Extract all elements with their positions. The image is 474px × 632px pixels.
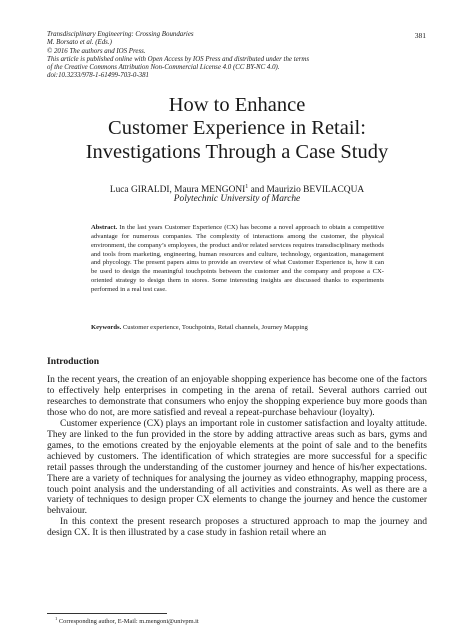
author-footnote-mark: 1 — [245, 184, 249, 190]
paper-title — [40, 94, 434, 164]
abstract-text: In the last years Customer Experience (CX) has become a novel approach to obtain a competitive advantage for numerous companies. The complexity of interactions among the customer, the physical environment, the company’s employees, the product and/or related services requires transdisciplinary methods and tools from marketing, engineering, human resources and culture, technology, organization, management and phycology. The present papers aims to provide an overview of what Customer Experience is, how it can be used to design the meaningful touchpoints between the customer and the company and propose a CX-oriented strategy to design them in stores. Some interesting insights are discussed thanks to experiments performed in a real test case. — [91, 224, 384, 293]
keywords-label: Keywords. — [91, 324, 122, 331]
footnote-rule — [47, 613, 167, 614]
footnote — [55, 616, 199, 625]
keywords — [91, 324, 384, 333]
running-head — [47, 31, 407, 81]
running-head-editors: M. Borsato et al. (Eds.) — [47, 39, 112, 47]
footnote-mark: 1 — [55, 616, 58, 621]
keywords-text: Customer experience, Touchpoints, Retail channels, Journey Mapping — [122, 324, 308, 331]
authors-first: Luca GIRALDI, Maura MENGONI — [109, 185, 246, 196]
running-head-license-2: of the Creative Commons Attribution Non-Commercial License 4.0 (CC BY-NC 4.0). — [47, 64, 280, 72]
title-line-2: Customer Experience in Retail: — [108, 117, 366, 140]
abstract-label: Abstract. — [91, 224, 118, 231]
paragraph-3: In this context the present research proposes a structured approach to map the journey and design CX. It is then illustrated by a case study in fashion retail where an — [47, 516, 427, 539]
page-number: 381 — [414, 31, 426, 40]
affiliation: Polytechnic University of Marche — [173, 194, 301, 204]
running-head-journal: Transdisciplinary Engineering: Crossing Boundaries — [47, 31, 194, 38]
title-line-1: How to Enhance — [168, 94, 306, 116]
running-head-copyright: © 2016 The authors and IOS Press. — [47, 47, 146, 55]
paragraph-2: Customer experience (CX) plays an important role in customer satisfaction and loyalty attitude. They are linked to the fun provided in the store by adding attractive areas such as bars, gyms and games, to the emotions created by the enjoyable elements at the point of sale and to the benefits achieved by customers. The identification of which strategies are more successful for a specific retail passes through the understanding of the customer journey and hence of his/her expectations. There are a variety of techniques for analysing the journey as video ethnography, mapping process, touch point analysis and the understanding of all activities and constraints. As well as there are a variety of techniques to design proper CX elements to change the journey and hence the customer behvaiour. — [47, 417, 427, 517]
running-head-doi: doi:10.3233/978-1-61499-703-0-381 — [47, 72, 150, 80]
section-heading-introduction: Introduction — [47, 356, 100, 367]
title-line-3: Investigations Through a Case Study — [85, 140, 389, 163]
paragraph-1: In the recent years, the creation of an enjoyable shopping experience has become one of the factors to effectively help enterprises in competing in the arena of retail. Several authors carried out researches to demonstrate that consumers who enjoy the shopping experience buy more goods than those who do not, are more satisfied and reveal a repeat-purchase behaviour (loyalty). — [47, 374, 427, 418]
footnote-text: Corresponding author, E-Mail: m.mengoni@univpm.it — [57, 618, 199, 626]
running-head-license-1: This article is published online with Open Access by IOS Press and distributed under the terms — [47, 55, 310, 63]
abstract — [91, 224, 384, 295]
authors-last: and Maurizio BEVILACQUA — [248, 185, 365, 196]
body-text — [47, 375, 427, 539]
